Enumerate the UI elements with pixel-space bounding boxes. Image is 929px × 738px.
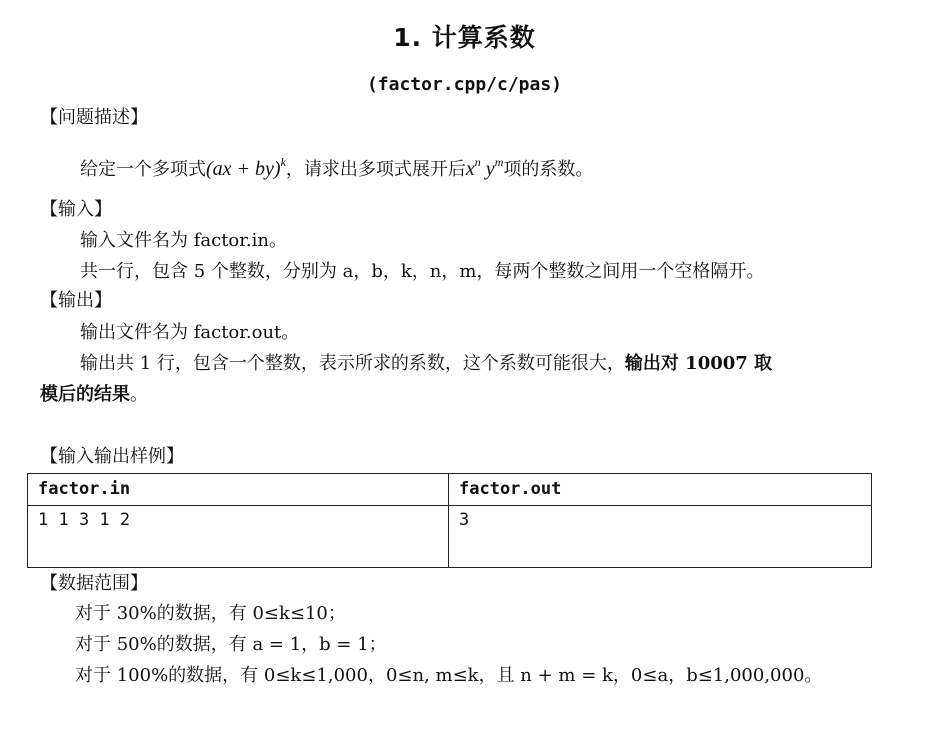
- sample-heading: 【输入输出样例】: [40, 446, 184, 467]
- output-heading: 【输出】: [40, 290, 112, 311]
- description-heading: 【问题描述】: [40, 107, 148, 128]
- sample-table: [27, 473, 872, 568]
- description-text: [80, 150, 593, 182]
- sample-table-row: [28, 506, 872, 568]
- output-line-format: 输出共 1 行，包含一个整数，表示所求的系数，这个系数可能很大，输出对 10007 取: [80, 353, 773, 374]
- description-text-after: 项的系数。: [503, 159, 594, 180]
- term-expression: $x^n$ $y^m$: [465, 155, 504, 180]
- description-text-before: 给定一个多项式: [80, 159, 206, 180]
- input-line-format: 共一行，包含 5 个整数，分别为 a，b，k，n，m，每两个整数之间用一个空格隔开。: [80, 261, 765, 282]
- polynomial-expression: (ax + by)$^k$: [206, 155, 286, 180]
- output-line-filename: 输出文件名为 factor.out。: [80, 322, 300, 343]
- polynomial-exponent: k: [280, 155, 286, 169]
- source-file-names: (factor.cpp/c/pas): [366, 74, 563, 95]
- sample-header-input: factor.in: [28, 474, 449, 506]
- problem-title: 1. 计算系数: [393, 23, 536, 52]
- input-line-filename: 输入文件名为 factor.in。: [80, 230, 287, 251]
- description-text-middle: ，请求出多项式展开后: [285, 159, 466, 180]
- range-line-50: 对于 50%的数据，有 a = 1，b = 1；: [75, 634, 387, 655]
- sample-output-value: 3: [449, 506, 872, 568]
- input-heading: 【输入】: [40, 199, 112, 220]
- range-heading: 【数据范围】: [40, 573, 148, 594]
- sample-table-header-row: [28, 474, 872, 506]
- output-modulo-note: 输出对 10007 取: [624, 353, 773, 374]
- sample-header-output: factor.out: [449, 474, 872, 506]
- range-line-30: 对于 30%的数据，有 0≤k≤10；: [75, 603, 346, 624]
- range-line-100: 对于 100%的数据，有 0≤k≤1,000，0≤n, m≤k，且 n + m = k，0≤a，b≤1,000,000。: [75, 665, 823, 686]
- output-line-continued: 模后的结果。: [40, 384, 148, 405]
- sample-input-value: 1 1 3 1 2: [28, 506, 449, 568]
